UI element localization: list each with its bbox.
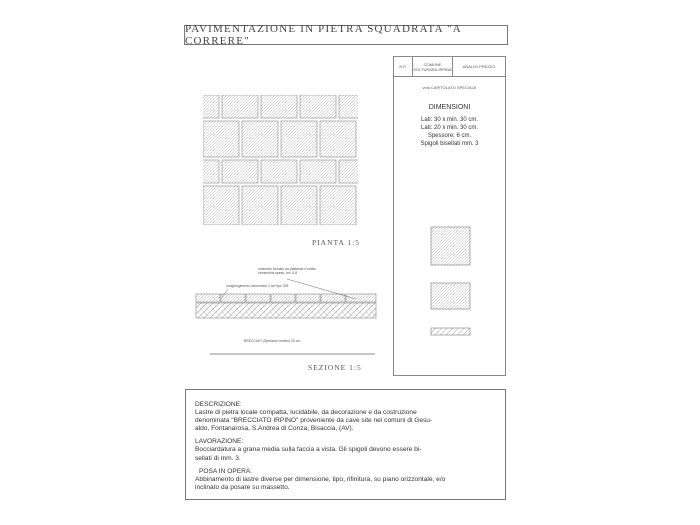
plan-stone-tile [359, 186, 395, 225]
section-stone-slab [246, 294, 270, 302]
plan-stone-tile [359, 121, 395, 157]
section-stone-slab [271, 294, 295, 302]
plan-stone-tile [300, 95, 336, 118]
plan-stone-tile [183, 95, 219, 118]
side-panel [393, 56, 506, 376]
drawing-title: PAVIMENTAZIONE IN PIETRA SQUADRATA "A CORRERE" [185, 23, 462, 47]
plan-stone-tile [203, 186, 239, 225]
plan-stone-tile [261, 95, 297, 118]
plan-stone-tile [320, 186, 356, 225]
dimension-line: Spigoli bisellati mm. 3 [420, 141, 479, 147]
lavorazione-line: sellati di mm. 3. [195, 454, 241, 462]
section-stone-slab [296, 294, 320, 302]
section-bedding-layer [196, 303, 376, 318]
descrizione-line: aldo, Fontanarosa, S.Andrea di Conza, Bisaccia, (AV). [195, 425, 354, 433]
descrizione-line: Lastre di pietra locale compatta, lucidabile, da decorazione e da costruzione [195, 409, 417, 417]
header-analisi: ANALISI PREZZO [462, 64, 496, 69]
dimensions-block [394, 104, 505, 148]
plan-stone-tile [320, 121, 356, 157]
plan-stone-tile [261, 160, 297, 183]
plan-stone-tile [339, 95, 375, 118]
plan-stone-tile [222, 160, 258, 183]
pianta-label: PIANTA 1:5 [312, 238, 360, 247]
plan-view [164, 95, 395, 225]
plan-stone-tile [222, 95, 258, 118]
plan-stone-tile [183, 160, 219, 183]
descrizione-line: denominata "BRECCIATO IRPINO" proveniente da cave site nei comuni di Gesu- [195, 417, 433, 425]
posa-line: Abbinamento di lastre diverse per dimensione, tipo, rifinitura, su piano orizzontale, e/o [195, 475, 446, 483]
annotation-massetto: massetto formato da piattaiolo e malta [258, 267, 316, 271]
description-box [185, 389, 506, 500]
annotation-bottom: BRECCIATI (Spessore minimo 25 cm [244, 339, 301, 343]
capitolato-note: vedi CAPITOLATO SPECIALE [422, 85, 477, 90]
plan-stone-tile [242, 186, 278, 225]
section-stone-slab [221, 294, 245, 302]
section-view [196, 267, 376, 354]
dimensions-title: DIMENSIONI [428, 104, 471, 111]
dimension-line: Lati: 30 x min. 30 cm. [420, 117, 479, 123]
posa-heading: POSA IN OPERA: [199, 467, 253, 475]
section-slabs [196, 294, 376, 302]
annotation-massetto-2: cementizia spess. cm. 6-8 [258, 271, 298, 275]
posa-line: inclinato da posare su massetto. [195, 483, 290, 491]
plan-stone-tile [164, 121, 200, 157]
section-stone-slab [321, 294, 345, 302]
plan-stone-tile [164, 186, 200, 225]
plan-stone-tile [300, 160, 336, 183]
plan-stone-tile [281, 121, 317, 157]
plan-stone-tile [281, 186, 317, 225]
sezione-label: SEZIONE 1:5 [308, 363, 362, 372]
plan-stone-tile [339, 160, 375, 183]
descrizione-heading: DESCRIZIONE: [195, 401, 242, 408]
lavorazione-heading: LAVORAZIONE: [195, 438, 244, 446]
dimension-line: Spessore: 6 cm. [427, 133, 472, 139]
section-stone-slab [346, 294, 376, 302]
dimension-line: Lati: 20 x min. 30 cm. [420, 125, 479, 131]
lavorazione-line: Bocciardatura a grana media sulla faccia a vista. Gli spigoli devono essere bi- [195, 446, 422, 454]
plan-stone-tile [242, 121, 278, 157]
header-np: N.P. [394, 57, 413, 76]
side-panel-header [394, 57, 505, 77]
plan-stone-tile [203, 121, 239, 157]
header-comune: COMUNE VOLTURARA IRPINA [413, 57, 453, 76]
annotation-congiunto: congiungimento cementizio 2 cm tipo 325 [226, 284, 289, 288]
section-stone-slab [196, 294, 220, 302]
